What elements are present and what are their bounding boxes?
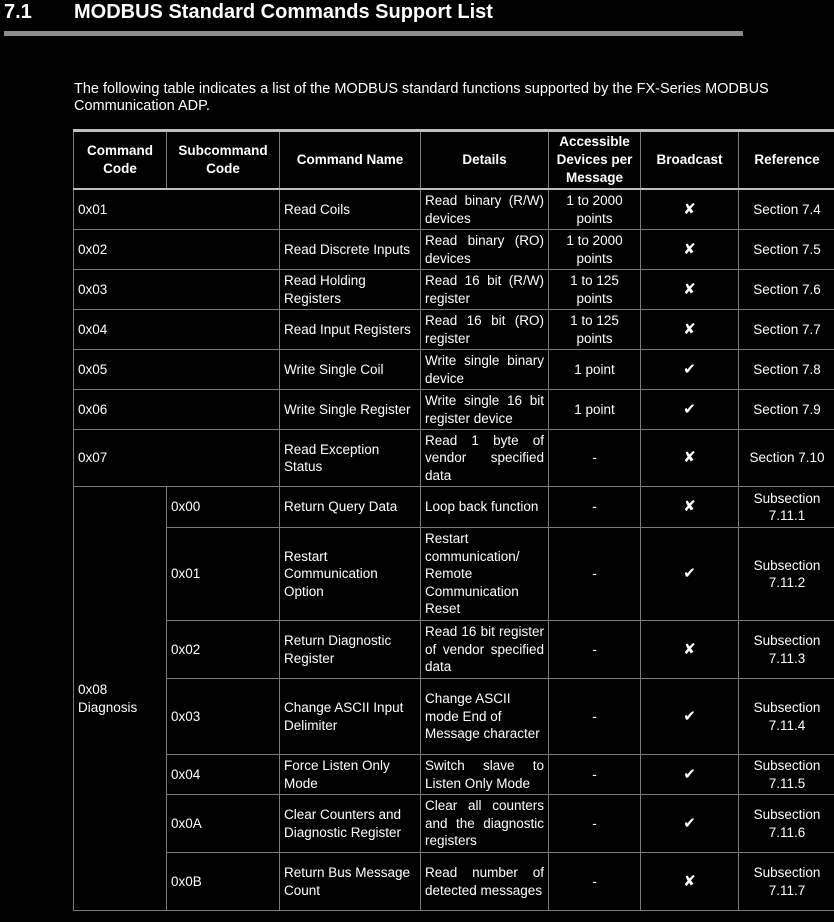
reference: Section 7.10: [739, 430, 834, 487]
command-name: Read Holding Registers: [280, 270, 421, 310]
table-row: [74, 528, 834, 621]
subcommand-code: 0x01: [167, 528, 280, 621]
accessible-devices: 1 point: [549, 390, 641, 430]
command-details: Read 1 byte of vendor specified data: [421, 430, 549, 487]
command-code: 0x02: [74, 230, 280, 270]
table-row: [74, 795, 834, 853]
command-code: 0x03: [74, 270, 280, 310]
command-name: Restart Communication Option: [280, 528, 421, 621]
reference: Subsection 7.11.1: [739, 487, 834, 528]
accessible-devices: -: [549, 679, 641, 755]
section-number: 7.1: [4, 1, 32, 23]
command-details: Switch slave to Listen Only Mode: [421, 755, 549, 795]
broadcast-cross-icon: ✘: [641, 270, 739, 310]
commands-table: [73, 129, 834, 911]
command-name: Clear Counters and Diagnostic Register: [280, 795, 421, 853]
broadcast-check-icon: ✔: [641, 350, 739, 390]
accessible-devices: -: [549, 755, 641, 795]
command-details: Restart communication/ Remote Communication Reset: [421, 528, 549, 621]
table-header-row: [74, 131, 834, 190]
reference: Section 7.5: [739, 230, 834, 270]
accessible-devices: 1 to 2000 points: [549, 230, 641, 270]
table-row: [74, 270, 834, 310]
command-details: Write single binary device: [421, 350, 549, 390]
accessible-devices: 1 point: [549, 350, 641, 390]
table-row: [74, 487, 834, 528]
command-name: Return Diagnostic Register: [280, 621, 421, 679]
command-details: Read 16 bit register of vendor specified data: [421, 621, 549, 679]
reference: Subsection 7.11.7: [739, 853, 834, 911]
command-name: Return Query Data: [280, 487, 421, 528]
reference: Subsection 7.11.3: [739, 621, 834, 679]
command-details: Loop back function: [421, 487, 549, 528]
command-details: Read number of detected messages: [421, 853, 549, 911]
accessible-devices: 1 to 125 points: [549, 310, 641, 350]
reference: Subsection 7.11.5: [739, 755, 834, 795]
table-row: [74, 350, 834, 390]
reference: Section 7.9: [739, 390, 834, 430]
command-name: Write Single Coil: [280, 350, 421, 390]
header-subcommand-code: Subcommand Code: [167, 131, 280, 190]
reference: Section 7.6: [739, 270, 834, 310]
section-heading: [0, 0, 834, 32]
reference: Section 7.4: [739, 189, 834, 230]
subcommand-code: 0x04: [167, 755, 280, 795]
command-name: Write Single Register: [280, 390, 421, 430]
accessible-devices: -: [549, 430, 641, 487]
table-row: [74, 430, 834, 487]
command-name: Return Bus Message Count: [280, 853, 421, 911]
broadcast-cross-icon: ✘: [641, 487, 739, 528]
reference: Section 7.7: [739, 310, 834, 350]
command-name: Change ASCII Input Delimiter: [280, 679, 421, 755]
command-details: Read binary (RO) devices: [421, 230, 549, 270]
heading-underline: [4, 31, 743, 36]
command-details: Read binary (R/W) devices: [421, 189, 549, 230]
table-row: [74, 755, 834, 795]
header-accessible-devices: Accessible Devices per Message: [549, 131, 641, 190]
command-details: Clear all counters and the diagnostic registers: [421, 795, 549, 853]
command-name: Force Listen Only Mode: [280, 755, 421, 795]
accessible-devices: -: [549, 853, 641, 911]
broadcast-check-icon: ✔: [641, 390, 739, 430]
header-command-name: Command Name: [280, 131, 421, 190]
broadcast-cross-icon: ✘: [641, 430, 739, 487]
reference: Section 7.8: [739, 350, 834, 390]
table-row: [74, 230, 834, 270]
reference: Subsection 7.11.2: [739, 528, 834, 621]
command-code: 0x01: [74, 189, 280, 230]
table-row: [74, 189, 834, 230]
table-row: [74, 679, 834, 755]
header-broadcast: Broadcast: [641, 131, 739, 190]
reference: Subsection 7.11.6: [739, 795, 834, 853]
broadcast-cross-icon: ✘: [641, 853, 739, 911]
broadcast-cross-icon: ✘: [641, 310, 739, 350]
diagnosis-command-code: 0x08 Diagnosis: [74, 487, 167, 911]
accessible-devices: 1 to 125 points: [549, 270, 641, 310]
accessible-devices: -: [549, 487, 641, 528]
broadcast-cross-icon: ✘: [641, 621, 739, 679]
header-reference: Reference: [739, 131, 834, 190]
broadcast-cross-icon: ✘: [641, 189, 739, 230]
command-code: 0x06: [74, 390, 280, 430]
command-name: Read Coils: [280, 189, 421, 230]
broadcast-check-icon: ✔: [641, 679, 739, 755]
subcommand-code: 0x0B: [167, 853, 280, 911]
subcommand-code: 0x00: [167, 487, 280, 528]
accessible-devices: 1 to 2000 points: [549, 189, 641, 230]
command-details: Write single 16 bit register device: [421, 390, 549, 430]
reference: Subsection 7.11.4: [739, 679, 834, 755]
intro-paragraph: The following table indicates a list of the MODBUS standard functions supported by the FX-Series MODBUS Communication ADP.: [74, 80, 769, 114]
command-code: 0x05: [74, 350, 280, 390]
command-name: Read Exception Status: [280, 430, 421, 487]
subcommand-code: 0x03: [167, 679, 280, 755]
broadcast-cross-icon: ✘: [641, 230, 739, 270]
command-details: Read 16 bit (RO) register: [421, 310, 549, 350]
table-row: [74, 853, 834, 911]
command-code: 0x07: [74, 430, 280, 487]
header-command-code: Command Code: [74, 131, 167, 190]
accessible-devices: -: [549, 795, 641, 853]
command-name: Read Input Registers: [280, 310, 421, 350]
command-details: Change ASCII mode End of Message character: [421, 679, 549, 755]
table-row: [74, 390, 834, 430]
section-title: MODBUS Standard Commands Support List: [74, 1, 493, 23]
broadcast-check-icon: ✔: [641, 795, 739, 853]
broadcast-check-icon: ✔: [641, 755, 739, 795]
subcommand-code: 0x0A: [167, 795, 280, 853]
command-name: Read Discrete Inputs: [280, 230, 421, 270]
accessible-devices: -: [549, 528, 641, 621]
header-details: Details: [421, 131, 549, 190]
subcommand-code: 0x02: [167, 621, 280, 679]
broadcast-check-icon: ✔: [641, 528, 739, 621]
command-details: Read 16 bit (R/W) register: [421, 270, 549, 310]
command-code: 0x04: [74, 310, 280, 350]
accessible-devices: -: [549, 621, 641, 679]
table-row: [74, 310, 834, 350]
table-row: [74, 621, 834, 679]
